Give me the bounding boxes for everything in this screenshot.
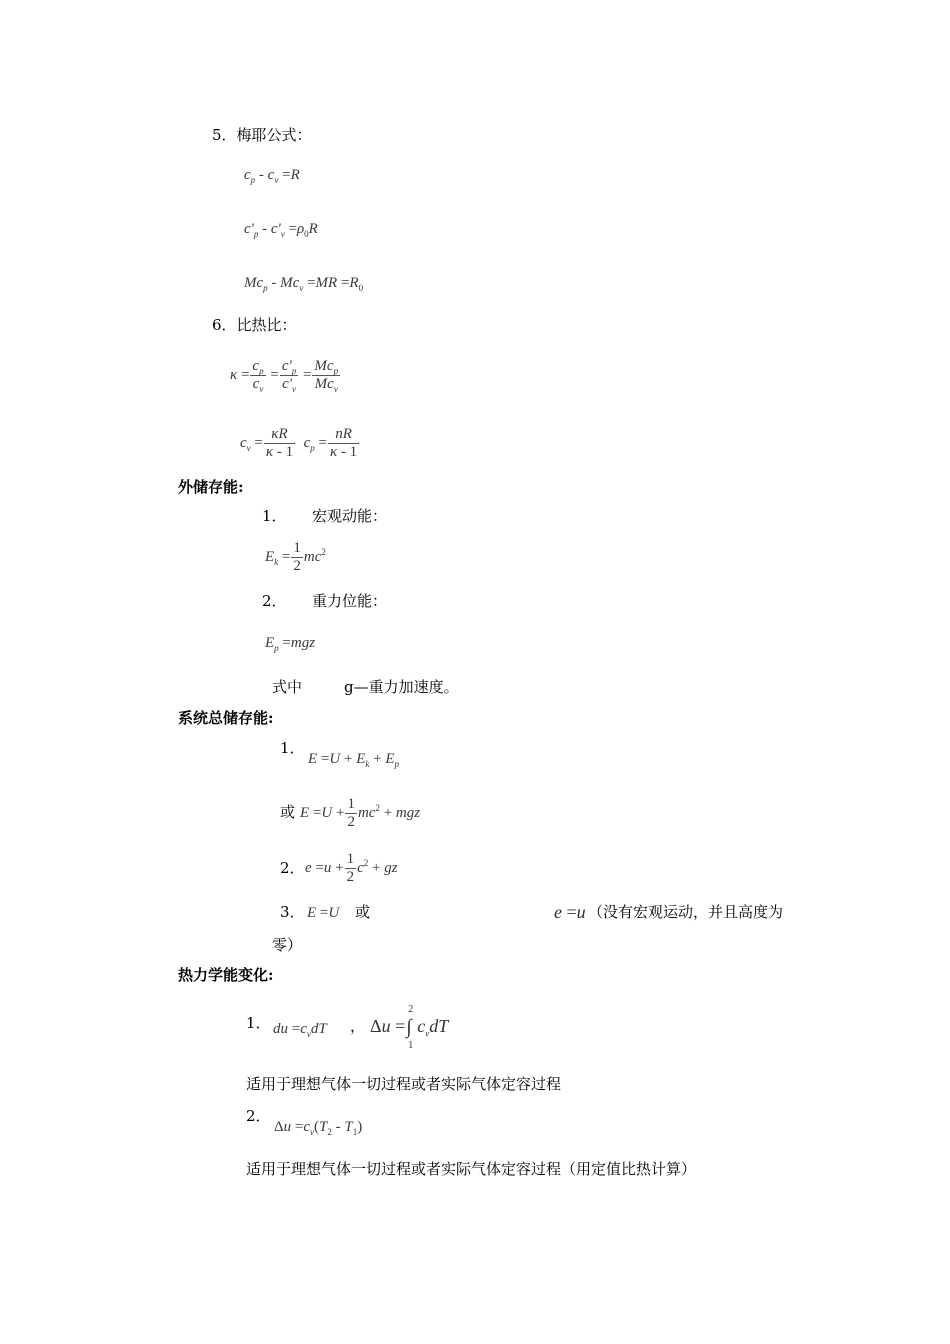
formula-mayer-2: $c'_p - c'_v =\rho_0R$ <box>244 221 318 239</box>
applicability-note-1: 适用于理想气体一切过程或者实际气体定容过程 <box>246 1075 562 1093</box>
formula-specific-energy: e =u + $\frac{1}{2}$ $c^2$ + gz <box>305 851 398 885</box>
label-potential-energy: 重力位能： <box>312 592 388 610</box>
item-number: 2． <box>246 1107 271 1125</box>
formula-e-equals-u: E =U <box>307 905 340 921</box>
or-label: 或 <box>280 803 296 821</box>
comma: ， <box>350 1017 366 1035</box>
formula-kinetic-energy: $E_k$ = $\frac{1}{2}$ $mc^2$ <box>265 540 326 574</box>
item-heat-ratio: 6．比热比： <box>212 316 297 334</box>
formula-potential-energy: $E_p =mgz$ <box>265 635 316 653</box>
heading-internal-energy-change: 热力学能变化: <box>178 966 274 984</box>
heading-external-energy: 外储存能: <box>178 478 244 496</box>
applicability-note-2: 适用于理想气体一切过程或者实际气体定容过程（用定值比热计算） <box>246 1160 697 1178</box>
formula-mayer-3: $Mc_p - Mc_v =MR =R_0$ <box>244 275 364 293</box>
item-number: 1． <box>262 507 287 525</box>
formula-cv-cp: $c_v$ = $\frac{\kappa R}{\kappa - 1}$ $c_p$ = $\frac{nR}{\kappa - 1}$ <box>240 426 358 460</box>
item-number: 2． <box>280 859 305 877</box>
item-mayer-formula: 5．梅耶公式： <box>212 126 312 144</box>
note-continuation: 零） <box>272 936 303 954</box>
formula-kappa: κ = $\frac{c_p}{c_v}$ = $\frac{c'_p}{c'_v}$ = $\frac{Mc_p}{Mc_v}$ <box>230 358 339 394</box>
label-kinetic-energy: 宏观动能： <box>312 507 388 525</box>
item-number: 1． <box>246 1014 271 1032</box>
item-number: 2． <box>262 592 287 610</box>
formula-du: du $=c_vdT$ <box>273 1021 327 1039</box>
formula-delta-u-constant: $\Delta u =c_v(T_2 - T_1)$ <box>274 1119 363 1137</box>
formula-total-energy-1: $E =U + E_k + E_p$ <box>308 751 400 769</box>
where-description: g—重力加速度。 <box>344 678 459 696</box>
where-label: 式中 <box>272 678 303 696</box>
formula-mayer-1: $c_p - c_v =R$ <box>244 167 300 185</box>
formula-delta-u-integral: Δu = 2 ∫ 1 $c_vdT$ <box>370 1004 449 1051</box>
formula-total-energy-2: E =U + $\frac{1}{2}$ $mc^2$ + mgz <box>300 796 421 830</box>
note-no-macro-motion: （没有宏观运动，并且高度为 <box>588 903 784 921</box>
or-label: 或 <box>355 903 371 921</box>
item-number: 3． <box>280 903 305 921</box>
item-number: 1． <box>280 739 305 757</box>
formula-e-equals-u-specific: e =u <box>554 902 586 922</box>
heading-total-energy: 系统总储存能: <box>178 709 274 727</box>
